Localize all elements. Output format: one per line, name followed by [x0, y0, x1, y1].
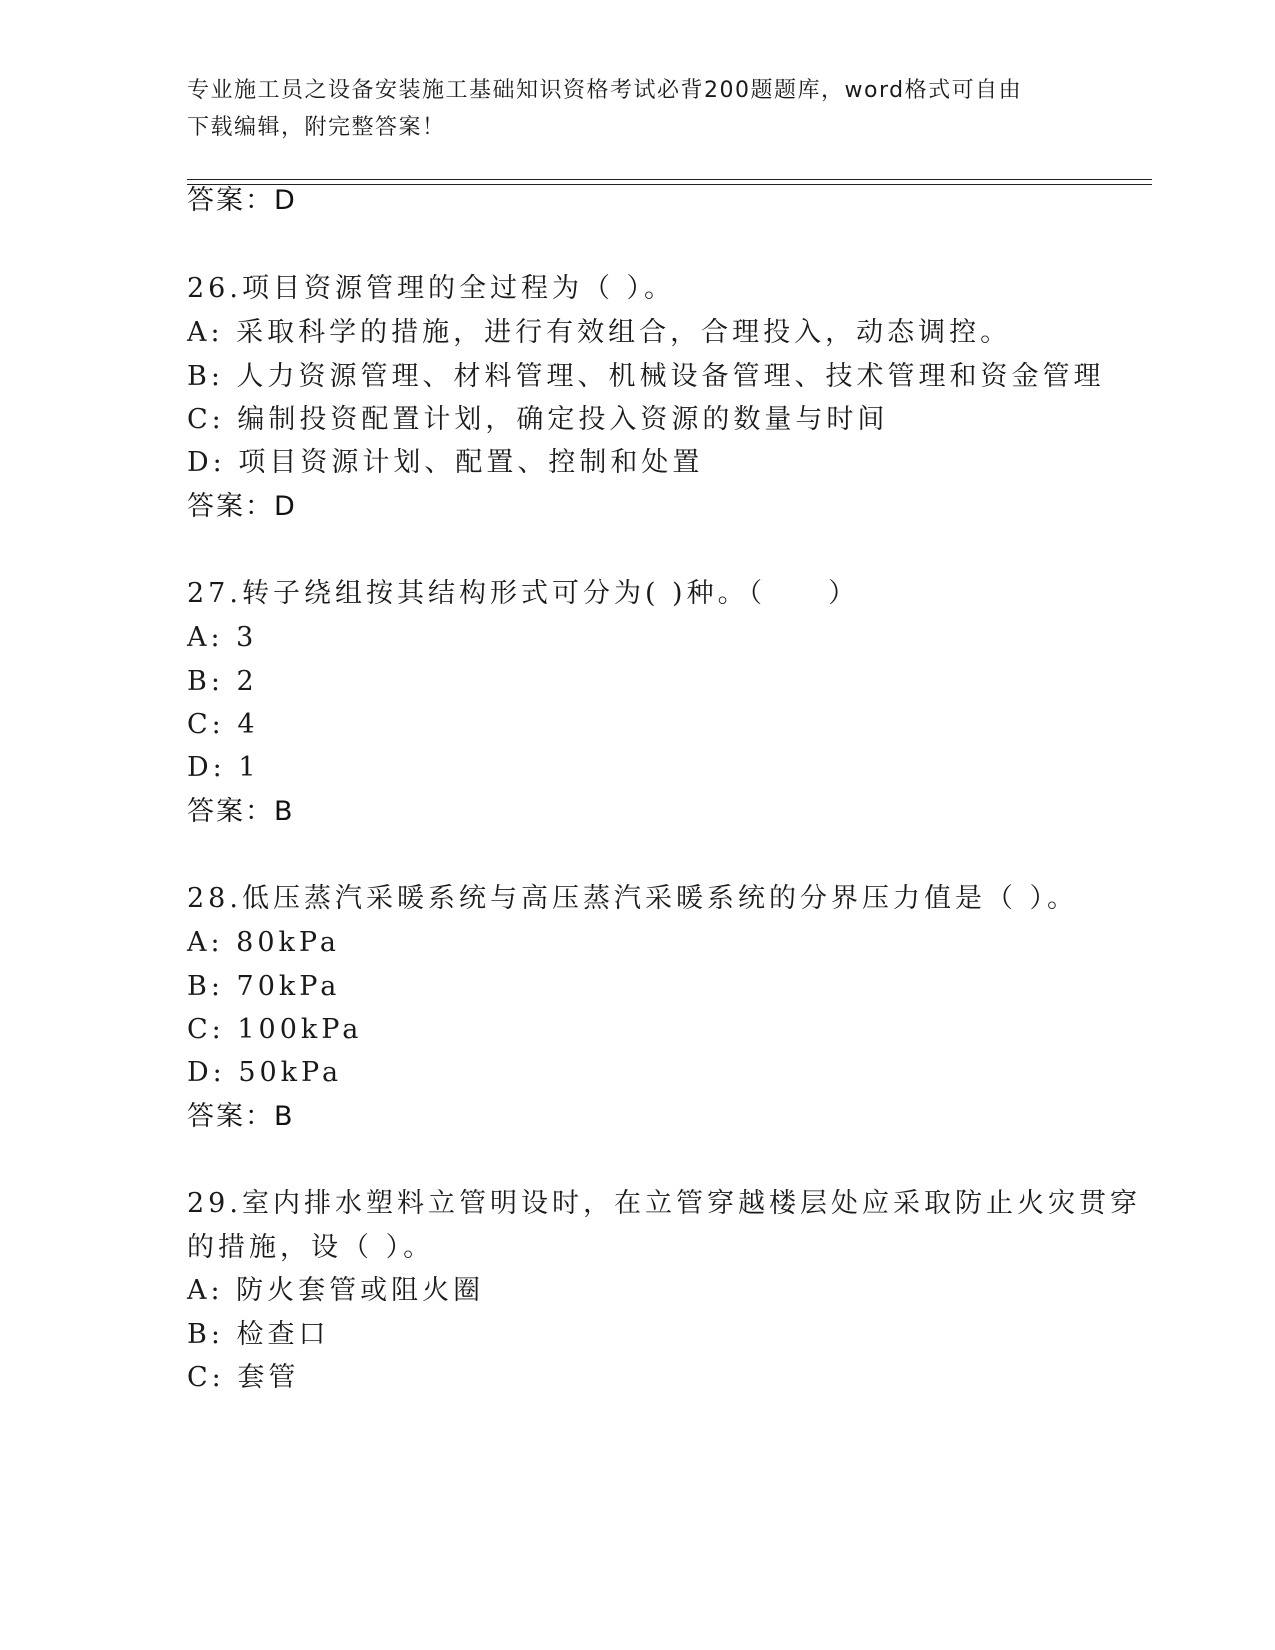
answer-25: 答案：D [187, 185, 297, 216]
question-26-option-d: D: 项目资源计划、配置、控制和处置 [187, 447, 704, 478]
question-27: 27.转子绕组按其结构形式可分为( )种。（ ） [187, 578, 860, 609]
answer-27: 答案：B [187, 796, 295, 827]
question-26-option-c: C: 编制投资配置计划，确定投入资源的数量与时间 [187, 404, 889, 435]
question-28-option-b: B: 70kPa [187, 971, 341, 1002]
question-28-option-a: A: 80kPa [187, 927, 340, 958]
question-27-option-c: C: 4 [187, 709, 259, 740]
question-28: 28.低压蒸汽采暖系统与高压蒸汽采暖系统的分界压力值是（ ）。 [187, 883, 1079, 914]
header-line-2: 下载编辑，附完整答案！ [187, 115, 446, 140]
header-divider-top [187, 179, 1152, 180]
answer-28: 答案：B [187, 1101, 295, 1132]
question-29-option-b: B: 检查口 [187, 1319, 330, 1350]
question-28-option-d: D: 50kPa [187, 1057, 343, 1088]
question-26: 26.项目资源管理的全过程为（ ）。 [187, 273, 676, 304]
header-line-1: 专业施工员之设备安装施工基础知识资格考试必背200题题库，word格式可自由 [187, 78, 1023, 103]
question-27-option-d: D: 1 [187, 752, 260, 783]
question-28-option-c: C: 100kPa [187, 1014, 363, 1045]
question-27-option-b: B: 2 [187, 666, 258, 697]
question-29-option-c: C: 套管 [187, 1362, 300, 1393]
question-29-line-1: 29.室内排水塑料立管明设时，在立管穿越楼层处应采取防止火灾贯穿 [187, 1188, 1141, 1219]
question-26-option-b: B: 人力资源管理、材料管理、机械设备管理、技术管理和资金管理 [187, 361, 1105, 392]
document-header [187, 72, 1067, 146]
question-26-option-a: A: 采取科学的措施，进行有效组合，合理投入，动态调控。 [187, 317, 1012, 348]
answer-26: 答案：D [187, 491, 297, 522]
header-divider-bottom [187, 184, 1152, 185]
question-29-option-a: A: 防火套管或阻火圈 [187, 1275, 485, 1306]
question-27-option-a: A: 3 [187, 622, 258, 653]
question-29-line-2: 的措施，设（ ）。 [187, 1232, 435, 1263]
